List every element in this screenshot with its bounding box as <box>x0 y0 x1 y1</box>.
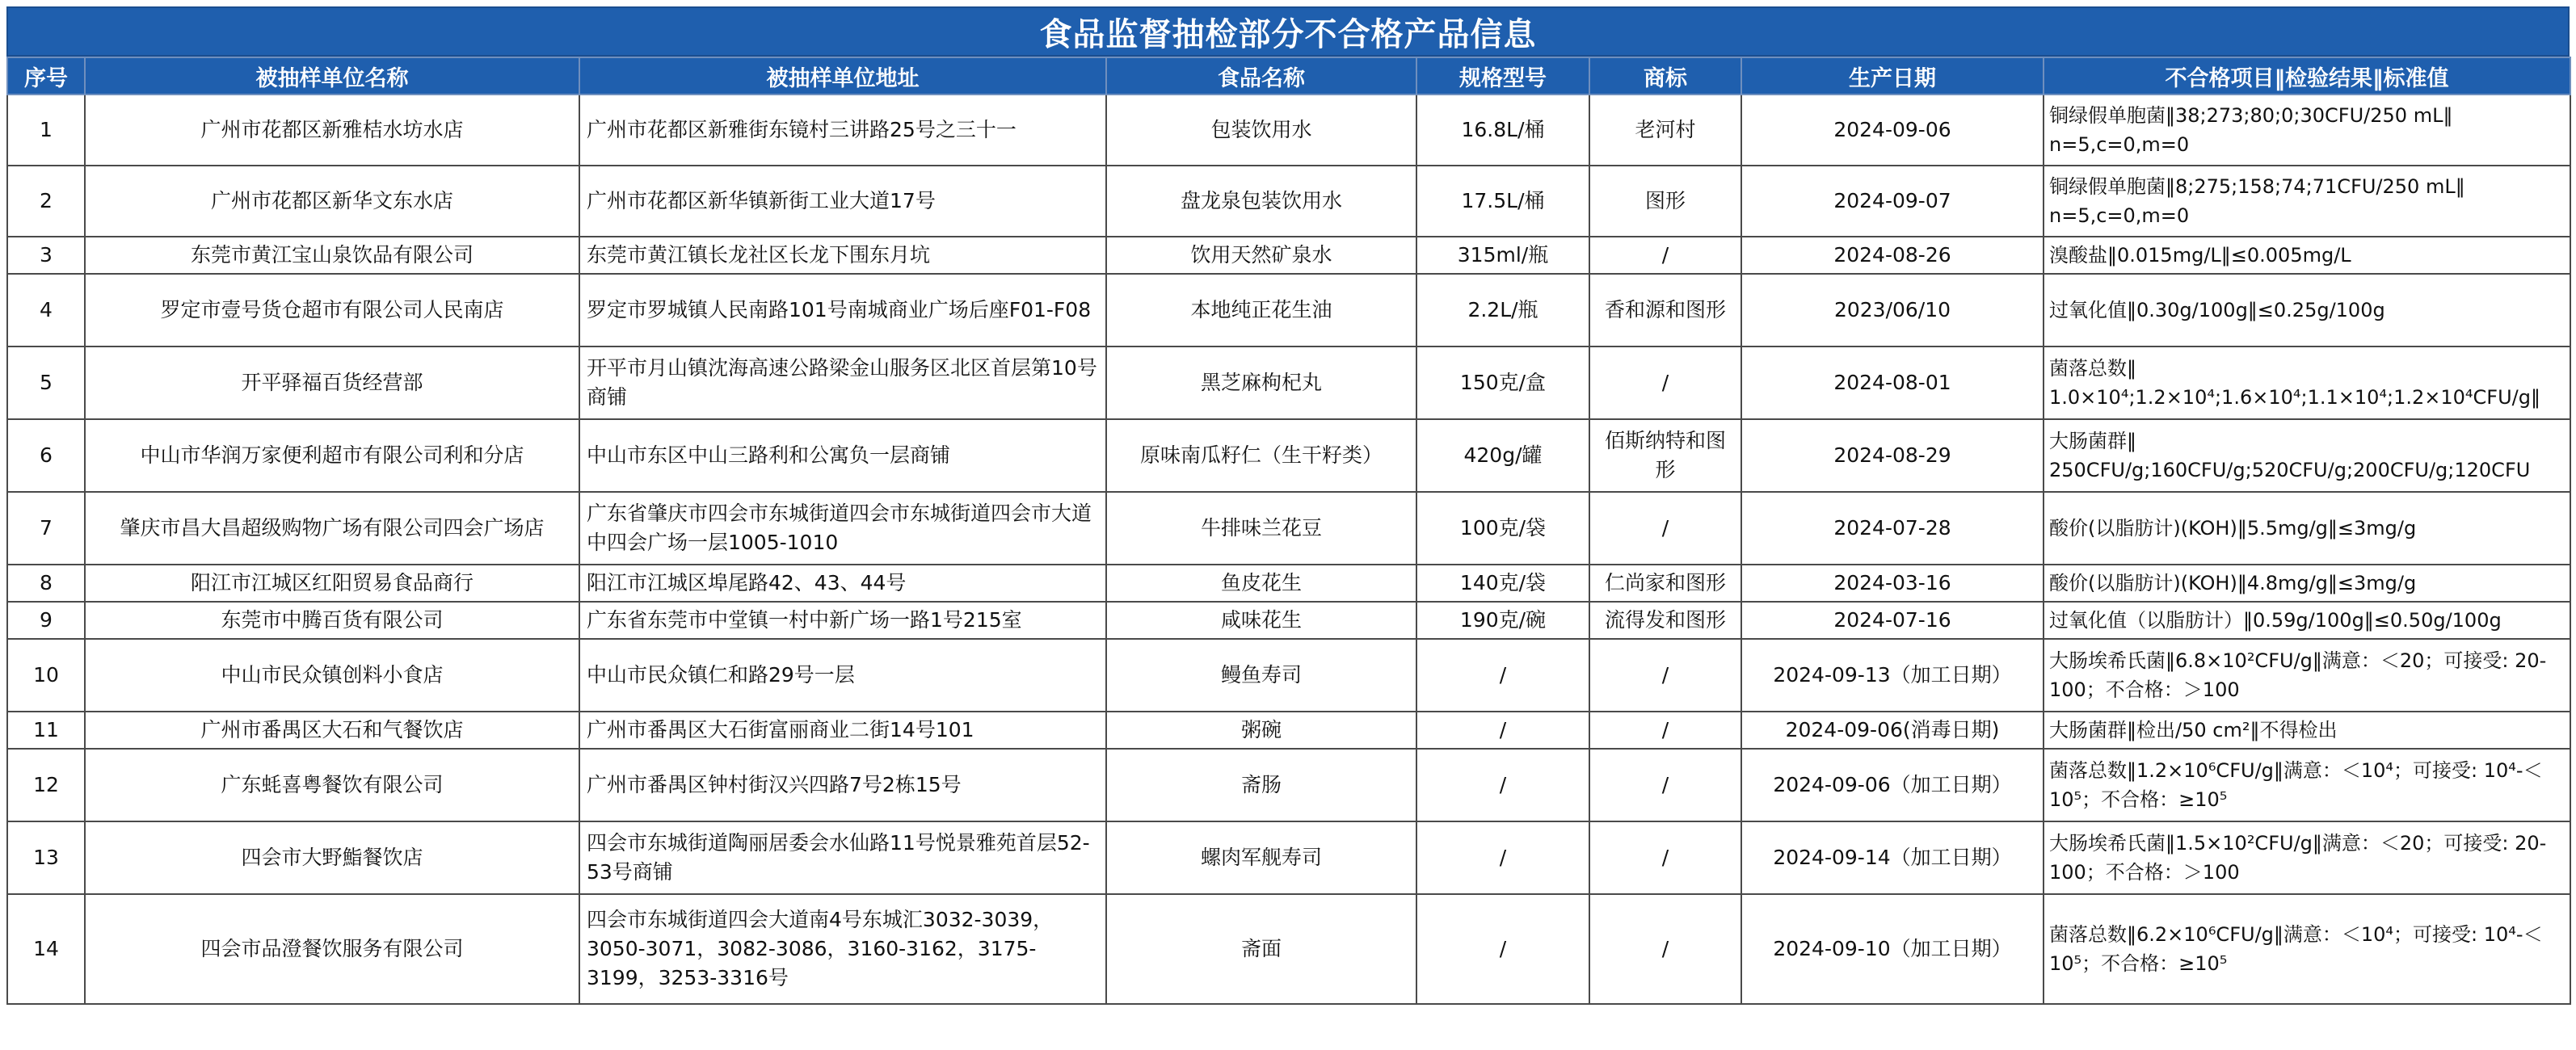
cell-food: 斋面 <box>1106 894 1416 1004</box>
header-cell: 不合格项目‖检验结果‖标准值 <box>2044 57 2570 94</box>
cell-food: 黑芝麻枸杞丸 <box>1106 346 1416 419</box>
cell-date: 2024-09-06 <box>1741 94 2044 166</box>
cell-date: 2024-08-29 <box>1741 419 2044 492</box>
cell-no: 11 <box>7 712 85 749</box>
cell-unit: 阳江市江城区红阳贸易食品商行 <box>85 565 579 602</box>
cell-unit: 开平驿福百货经营部 <box>85 346 579 419</box>
cell-date: 2024-09-13（加工日期） <box>1741 639 2044 712</box>
cell-spec: 140克/袋 <box>1416 565 1589 602</box>
cell-date: 2024-03-16 <box>1741 565 2044 602</box>
cell-brand: / <box>1589 894 1741 1004</box>
cell-unit: 广州市花都区新雅桔水坊水店 <box>85 94 579 166</box>
cell-spec: / <box>1416 712 1589 749</box>
cell-date: 2024-09-07 <box>1741 166 2044 237</box>
cell-food: 斋肠 <box>1106 749 1416 821</box>
cell-food: 咸味花生 <box>1106 602 1416 639</box>
cell-no: 6 <box>7 419 85 492</box>
cell-result: 酸价(以脂肪计)(KOH)‖4.8mg/g‖≤3mg/g <box>2044 565 2570 602</box>
cell-no: 5 <box>7 346 85 419</box>
cell-spec: 16.8L/桶 <box>1416 94 1589 166</box>
cell-food: 原味南瓜籽仁（生干籽类） <box>1106 419 1416 492</box>
cell-spec: 150克/盒 <box>1416 346 1589 419</box>
cell-address: 四会市东城街道陶丽居委会水仙路11号悦景雅苑首层52-53号商铺 <box>579 821 1106 894</box>
cell-food: 牛排味兰花豆 <box>1106 492 1416 565</box>
header-cell: 商标 <box>1589 57 1741 94</box>
table-row <box>7 602 2570 639</box>
cell-result: 铜绿假单胞菌‖8;275;158;74;71CFU/250 mL‖ n=5,c=0,m=0 <box>2044 166 2570 237</box>
cell-address: 四会市东城街道四会大道南4号东城汇3032-3039，3050-3071，3082-3086，3160-3162，3175-3199，3253-3316号 <box>579 894 1106 1004</box>
cell-date: 2024-07-16 <box>1741 602 2044 639</box>
header-cell: 食品名称 <box>1106 57 1416 94</box>
cell-address: 东莞市黄江镇长龙社区长龙下围东月坑 <box>579 237 1106 274</box>
cell-brand: 老河村 <box>1589 94 1741 166</box>
cell-address: 广州市花都区新华镇新街工业大道17号 <box>579 166 1106 237</box>
cell-result: 过氧化值‖0.30g/100g‖≤0.25g/100g <box>2044 274 2570 346</box>
cell-address: 广州市番禺区大石街富丽商业二街14号101 <box>579 712 1106 749</box>
cell-address: 广东省肇庆市四会市东城街道四会市东城街道四会市大道中四会广场一层1005-1010 <box>579 492 1106 565</box>
cell-date: 2024-08-01 <box>1741 346 2044 419</box>
cell-no: 3 <box>7 237 85 274</box>
inspection-sheet <box>6 6 2570 1005</box>
cell-result: 菌落总数‖6.2×10⁶CFU/g‖满意：＜10⁴；可接受: 10⁴-＜10⁵；不合格：≥10⁵ <box>2044 894 2570 1004</box>
cell-no: 9 <box>7 602 85 639</box>
cell-date: 2023/06/10 <box>1741 274 2044 346</box>
cell-spec: 17.5L/桶 <box>1416 166 1589 237</box>
cell-address: 广州市番禺区钟村街汉兴四路7号2栋15号 <box>579 749 1106 821</box>
cell-address: 广州市花都区新雅街东镜村三讲路25号之三十一 <box>579 94 1106 166</box>
cell-brand: 图形 <box>1589 166 1741 237</box>
cell-no: 1 <box>7 94 85 166</box>
cell-unit: 中山市华润万家便利超市有限公司利和分店 <box>85 419 579 492</box>
cell-spec: / <box>1416 821 1589 894</box>
cell-spec: / <box>1416 639 1589 712</box>
cell-spec: / <box>1416 749 1589 821</box>
cell-brand: / <box>1589 749 1741 821</box>
inspection-table <box>6 57 2571 1005</box>
cell-food: 饮用天然矿泉水 <box>1106 237 1416 274</box>
header-cell: 生产日期 <box>1741 57 2044 94</box>
cell-no: 2 <box>7 166 85 237</box>
cell-address: 阳江市江城区埠尾路42、43、44号 <box>579 565 1106 602</box>
cell-result: 大肠菌群‖检出/50 cm²‖不得检出 <box>2044 712 2570 749</box>
cell-brand: / <box>1589 346 1741 419</box>
table-row <box>7 492 2570 565</box>
cell-date: 2024-09-06(消毒日期) <box>1741 712 2044 749</box>
cell-brand: / <box>1589 712 1741 749</box>
cell-unit: 罗定市壹号货仓超市有限公司人民南店 <box>85 274 579 346</box>
cell-address: 中山市东区中山三路利和公寓负一层商铺 <box>579 419 1106 492</box>
cell-no: 13 <box>7 821 85 894</box>
cell-unit: 四会市品澄餐饮服务有限公司 <box>85 894 579 1004</box>
cell-brand: / <box>1589 639 1741 712</box>
cell-food: 包装饮用水 <box>1106 94 1416 166</box>
cell-unit: 东莞市黄江宝山泉饮品有限公司 <box>85 237 579 274</box>
table-row <box>7 237 2570 274</box>
cell-result: 酸价(以脂肪计)(KOH)‖5.5mg/g‖≤3mg/g <box>2044 492 2570 565</box>
cell-address: 广东省东莞市中堂镇一村中新广场一路1号215室 <box>579 602 1106 639</box>
header-cell: 规格型号 <box>1416 57 1589 94</box>
cell-brand: 佰斯纳特和图形 <box>1589 419 1741 492</box>
cell-food: 鱼皮花生 <box>1106 565 1416 602</box>
header-cell: 被抽样单位地址 <box>579 57 1106 94</box>
cell-brand: / <box>1589 237 1741 274</box>
cell-brand: / <box>1589 821 1741 894</box>
cell-food: 盘龙泉包装饮用水 <box>1106 166 1416 237</box>
cell-unit: 中山市民众镇创料小食店 <box>85 639 579 712</box>
cell-unit: 东莞市中腾百货有限公司 <box>85 602 579 639</box>
cell-result: 溴酸盐‖0.015mg/L‖≤0.005mg/L <box>2044 237 2570 274</box>
cell-brand: 香和源和图形 <box>1589 274 1741 346</box>
cell-address: 罗定市罗城镇人民南路101号南城商业广场后座F01-F08 <box>579 274 1106 346</box>
header-cell: 被抽样单位名称 <box>85 57 579 94</box>
header-cell: 序号 <box>7 57 85 94</box>
cell-unit: 四会市大野鮨餐饮店 <box>85 821 579 894</box>
table-row <box>7 166 2570 237</box>
table-row <box>7 639 2570 712</box>
cell-result: 菌落总数‖ 1.0×10⁴;1.2×10⁴;1.6×10⁴;1.1×10⁴;1.2×10⁴CFU/g‖ <box>2044 346 2570 419</box>
cell-food: 粥碗 <box>1106 712 1416 749</box>
cell-brand: / <box>1589 492 1741 565</box>
cell-result: 过氧化值（以脂肪计）‖0.59g/100g‖≤0.50g/100g <box>2044 602 2570 639</box>
cell-address: 中山市民众镇仁和路29号一层 <box>579 639 1106 712</box>
table-row <box>7 894 2570 1004</box>
cell-date: 2024-09-06（加工日期） <box>1741 749 2044 821</box>
cell-result: 大肠菌群‖ 250CFU/g;160CFU/g;520CFU/g;200CFU/g;120CFU <box>2044 419 2570 492</box>
cell-brand: 流得发和图形 <box>1589 602 1741 639</box>
cell-no: 7 <box>7 492 85 565</box>
cell-spec: 420g/罐 <box>1416 419 1589 492</box>
table-row <box>7 712 2570 749</box>
cell-date: 2024-09-10（加工日期） <box>1741 894 2044 1004</box>
cell-no: 14 <box>7 894 85 1004</box>
cell-date: 2024-07-28 <box>1741 492 2044 565</box>
cell-result: 铜绿假单胞菌‖38;273;80;0;30CFU/250 mL‖ n=5,c=0,m=0 <box>2044 94 2570 166</box>
cell-unit: 广州市番禺区大石和气餐饮店 <box>85 712 579 749</box>
table-row <box>7 346 2570 419</box>
table-row <box>7 274 2570 346</box>
table-row <box>7 749 2570 821</box>
cell-no: 10 <box>7 639 85 712</box>
cell-date: 2024-09-14（加工日期） <box>1741 821 2044 894</box>
cell-result: 菌落总数‖1.2×10⁶CFU/g‖满意：＜10⁴；可接受: 10⁴-＜10⁵；不合格：≥10⁵ <box>2044 749 2570 821</box>
cell-date: 2024-08-26 <box>1741 237 2044 274</box>
table-row <box>7 565 2570 602</box>
cell-food: 鳗鱼寿司 <box>1106 639 1416 712</box>
header-row <box>7 57 2570 94</box>
cell-food: 本地纯正花生油 <box>1106 274 1416 346</box>
cell-spec: 190克/碗 <box>1416 602 1589 639</box>
cell-address: 开平市月山镇沈海高速公路梁金山服务区北区首层第10号商铺 <box>579 346 1106 419</box>
sheet-title: 食品监督抽检部分不合格产品信息 <box>6 6 2570 57</box>
cell-food: 螺肉军舰寿司 <box>1106 821 1416 894</box>
cell-spec: 315ml/瓶 <box>1416 237 1589 274</box>
table-row <box>7 94 2570 166</box>
cell-spec: 2.2L/瓶 <box>1416 274 1589 346</box>
cell-result: 大肠埃希氏菌‖6.8×10²CFU/g‖满意：＜20；可接受: 20-100；不合格：＞100 <box>2044 639 2570 712</box>
cell-unit: 广东蚝喜粤餐饮有限公司 <box>85 749 579 821</box>
cell-spec: 100克/袋 <box>1416 492 1589 565</box>
cell-no: 12 <box>7 749 85 821</box>
cell-spec: / <box>1416 894 1589 1004</box>
table-row <box>7 821 2570 894</box>
cell-no: 8 <box>7 565 85 602</box>
cell-unit: 广州市花都区新华文东水店 <box>85 166 579 237</box>
cell-result: 大肠埃希氏菌‖1.5×10²CFU/g‖满意：＜20；可接受: 20-100；不合格：＞100 <box>2044 821 2570 894</box>
cell-no: 4 <box>7 274 85 346</box>
cell-unit: 肇庆市昌大昌超级购物广场有限公司四会广场店 <box>85 492 579 565</box>
cell-brand: 仁尚家和图形 <box>1589 565 1741 602</box>
table-row <box>7 419 2570 492</box>
